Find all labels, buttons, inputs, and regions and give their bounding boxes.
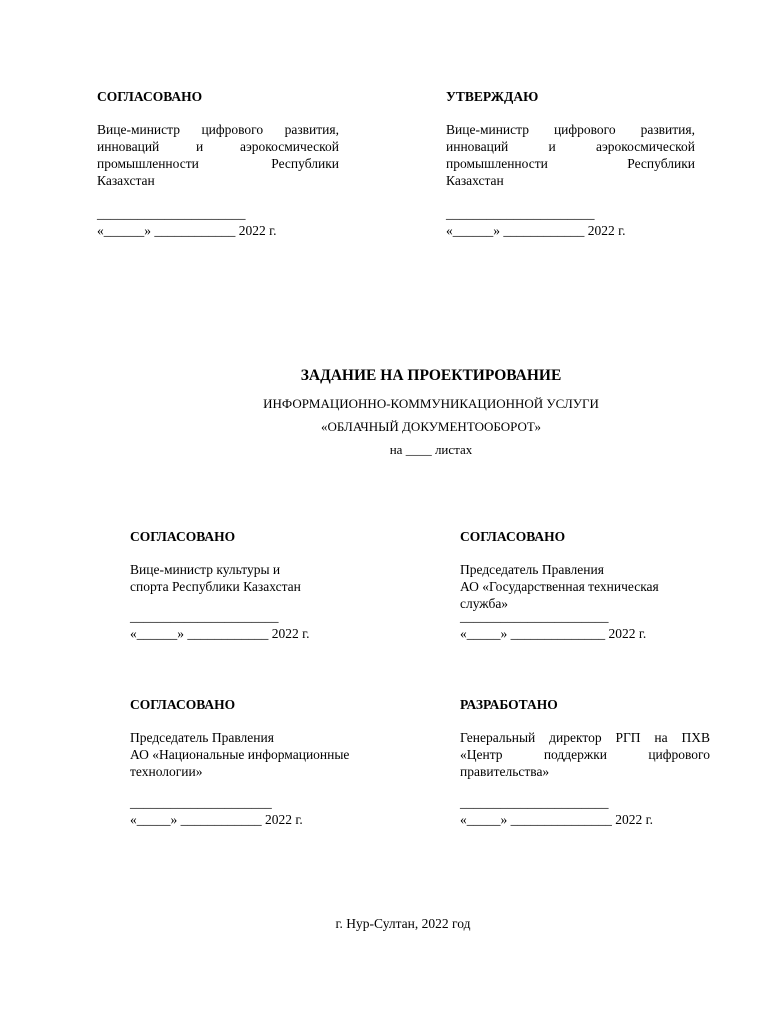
block-heading: РАЗРАБОТАНО <box>460 697 558 712</box>
position-line: промышленности Республики <box>446 156 695 171</box>
approval-block-bottom-left <box>130 696 390 828</box>
date-line: «______» ____________ 2022 г. <box>130 626 310 641</box>
position-line: правительства» <box>460 764 550 779</box>
position-line: «Центр поддержки цифрового <box>460 747 710 762</box>
date-line: «_____» ______________ 2022 г. <box>460 626 647 641</box>
block-position-text <box>460 561 710 612</box>
position-line: АО «Национальные информационные <box>130 747 350 762</box>
approval-block-top-left <box>97 88 339 239</box>
signature-line: ______________________ <box>460 795 609 810</box>
footer-place-date: г. Нур-Султан, 2022 год <box>335 916 471 931</box>
block-position-text <box>130 729 390 780</box>
position-line: спорта Республики Казахстан <box>130 579 301 594</box>
block-heading: СОГЛАСОВАНО <box>130 697 236 712</box>
position-line: технологии» <box>130 764 203 779</box>
block-heading: СОГЛАСОВАНО <box>130 529 236 544</box>
position-line: Вице-министр цифрового развития, <box>97 122 339 137</box>
approval-block-bottom-right <box>460 696 710 828</box>
document-title: ЗАДАНИЕ НА ПРОЕКТИРОВАНИЕ <box>300 367 562 384</box>
signature-line: ______________________ <box>460 609 609 624</box>
approval-block-top-right <box>446 88 695 239</box>
block-position-text <box>446 121 695 189</box>
date-line: «______» ____________ 2022 г. <box>446 223 626 238</box>
position-line: инноваций и аэрокосмической <box>446 139 695 154</box>
block-heading: СОГЛАСОВАНО <box>460 529 566 544</box>
position-line: Генеральный директор РГП на ПХВ <box>460 730 710 745</box>
block-heading: СОГЛАСОВАНО <box>97 89 203 104</box>
block-position-text <box>460 729 710 780</box>
position-line: Председатель Правления <box>130 730 274 745</box>
block-heading: УТВЕРЖДАЮ <box>446 89 539 104</box>
document-subtitle: ИНФОРМАЦИОННО-КОММУНИКАЦИОННОЙ УСЛУГИ <box>263 396 599 411</box>
signature-line: ______________________ <box>446 206 595 221</box>
position-line: служба» <box>460 596 509 611</box>
position-line: Вице-министр культуры и <box>130 562 281 577</box>
document-service-name: «ОБЛАЧНЫЙ ДОКУМЕНТООБОРОТ» <box>320 419 542 434</box>
position-line: Председатель Правления <box>460 562 604 577</box>
block-position-text <box>97 121 339 189</box>
document-page-count: на ____ листах <box>389 442 473 457</box>
block-position-text <box>130 561 390 595</box>
position-line: инноваций и аэрокосмической <box>97 139 339 154</box>
approval-block-mid-left <box>130 528 390 642</box>
position-line: промышленности Республики <box>97 156 339 171</box>
signature-line: ______________________ <box>130 609 279 624</box>
date-line: «_____» _______________ 2022 г. <box>460 812 654 827</box>
date-line: «_____» ____________ 2022 г. <box>130 812 303 827</box>
position-line: Казахстан <box>446 173 504 188</box>
position-line: АО «Государственная техническая <box>460 579 659 594</box>
signature-line: ______________________ <box>97 206 246 221</box>
approval-block-mid-right <box>460 528 710 642</box>
date-line: «______» ____________ 2022 г. <box>97 223 277 238</box>
position-line: Вице-министр цифрового развития, <box>446 122 695 137</box>
position-line: Казахстан <box>97 173 155 188</box>
signature-line: _____________________ <box>130 795 272 810</box>
